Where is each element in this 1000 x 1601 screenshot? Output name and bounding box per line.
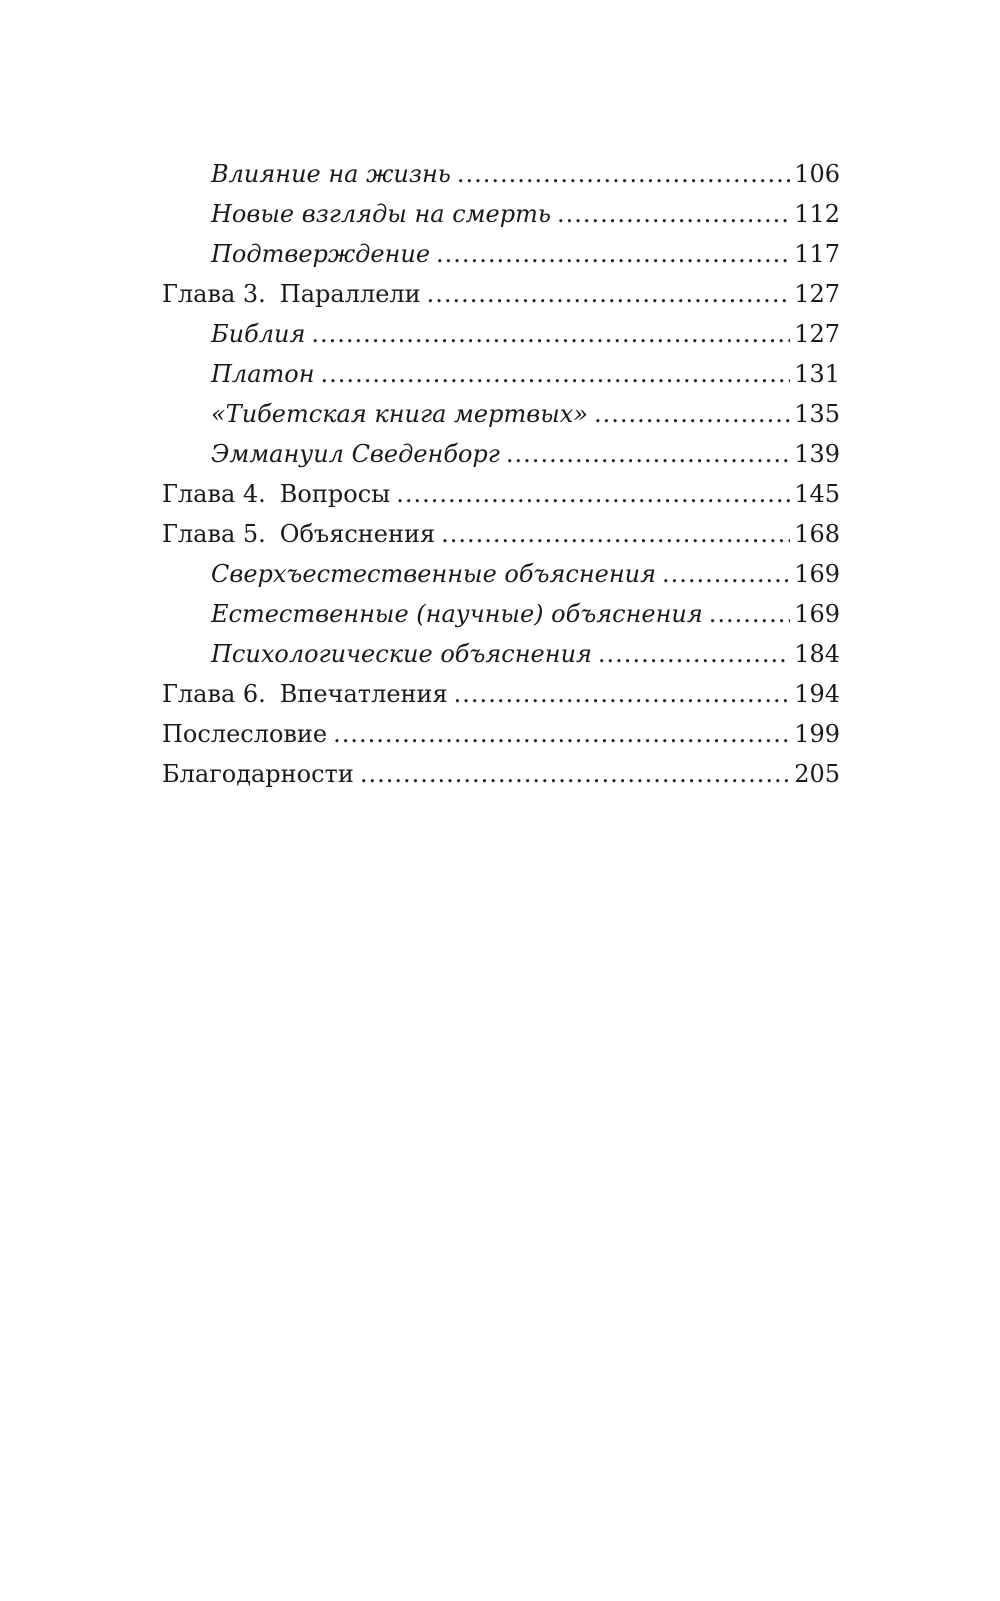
toc-entry[interactable] xyxy=(162,554,840,594)
toc-entry-page: 117 xyxy=(794,240,840,268)
dot-leader xyxy=(311,314,790,354)
dot-leader xyxy=(709,594,790,634)
dot-leader xyxy=(594,394,790,434)
toc-entry-title: Сверхъестественные объяснения xyxy=(211,560,656,588)
toc-entry-title: Объяснения xyxy=(279,520,436,548)
dot-leader xyxy=(427,274,791,314)
toc-entry-title: Влияние на жизнь xyxy=(211,160,451,188)
toc-entry[interactable] xyxy=(162,394,840,434)
toc-entry-title: «Тибетская книга мертвых» xyxy=(211,400,588,428)
toc-chapter-3[interactable] xyxy=(162,274,840,314)
toc-chapter-4[interactable] xyxy=(162,474,840,514)
dot-leader xyxy=(321,354,791,394)
dot-leader xyxy=(396,474,790,514)
toc-entry-title: Впечатления xyxy=(279,680,448,708)
toc-entry-page: 199 xyxy=(794,720,840,748)
toc-entry-page: 194 xyxy=(794,680,840,708)
toc-chapter-number: Глава 6. xyxy=(162,680,266,708)
toc-entry[interactable] xyxy=(162,354,840,394)
dot-leader xyxy=(662,554,790,594)
toc-entry-page: 205 xyxy=(794,760,840,788)
dot-leader xyxy=(598,634,790,674)
toc-entry-page: 145 xyxy=(794,480,840,508)
dot-leader xyxy=(333,714,790,754)
toc-entry-page: 106 xyxy=(794,160,840,188)
toc-entry-page: 169 xyxy=(794,600,840,628)
dot-leader xyxy=(457,154,790,194)
toc-entry-page: 184 xyxy=(794,640,840,668)
toc-entry-title: Послесловие xyxy=(162,720,328,748)
toc-entry-title: Эммануил Сведенборг xyxy=(211,440,500,468)
dot-leader xyxy=(506,434,790,474)
dot-leader xyxy=(436,234,790,274)
toc-acknowledgements[interactable] xyxy=(162,754,840,794)
toc-entry-title: Новые взгляды на смерть xyxy=(211,200,551,228)
toc-entry-title: Вопросы xyxy=(279,480,391,508)
toc-entry-page: 127 xyxy=(794,320,840,348)
toc-entry[interactable] xyxy=(162,154,840,194)
dot-leader xyxy=(557,194,790,234)
toc-entry[interactable] xyxy=(162,434,840,474)
toc-chapter-5[interactable] xyxy=(162,514,840,554)
toc-entry[interactable] xyxy=(162,594,840,634)
toc-entry-title: Психологические объяснения xyxy=(211,640,592,668)
toc-entry-title: Библия xyxy=(211,320,306,348)
toc-chapter-number: Глава 5. xyxy=(162,520,266,548)
toc-entry[interactable] xyxy=(162,634,840,674)
dot-leader xyxy=(454,674,791,714)
toc-entry-page: 168 xyxy=(794,520,840,548)
toc-entry-title: Платон xyxy=(211,360,315,388)
toc-entry-page: 139 xyxy=(794,440,840,468)
toc-entry[interactable] xyxy=(162,194,840,234)
table-of-contents xyxy=(162,154,840,794)
toc-entry-page: 112 xyxy=(794,200,840,228)
toc-chapter-6[interactable] xyxy=(162,674,840,714)
toc-entry-page: 135 xyxy=(794,400,840,428)
toc-entry-title: Благодарности xyxy=(162,760,354,788)
toc-entry[interactable] xyxy=(162,314,840,354)
toc-entry-title: Параллели xyxy=(279,280,421,308)
toc-entry-page: 127 xyxy=(794,280,840,308)
dot-leader xyxy=(360,754,790,794)
dot-leader xyxy=(441,514,790,554)
toc-chapter-number: Глава 4. xyxy=(162,480,266,508)
toc-chapter-number: Глава 3. xyxy=(162,280,266,308)
toc-entry-page: 131 xyxy=(794,360,840,388)
toc-entry-page: 169 xyxy=(794,560,840,588)
toc-entry-title: Подтверждение xyxy=(211,240,431,268)
toc-entry-title: Естественные (научные) объяснения xyxy=(211,600,703,628)
toc-afterword[interactable] xyxy=(162,714,840,754)
toc-entry[interactable] xyxy=(162,234,840,274)
